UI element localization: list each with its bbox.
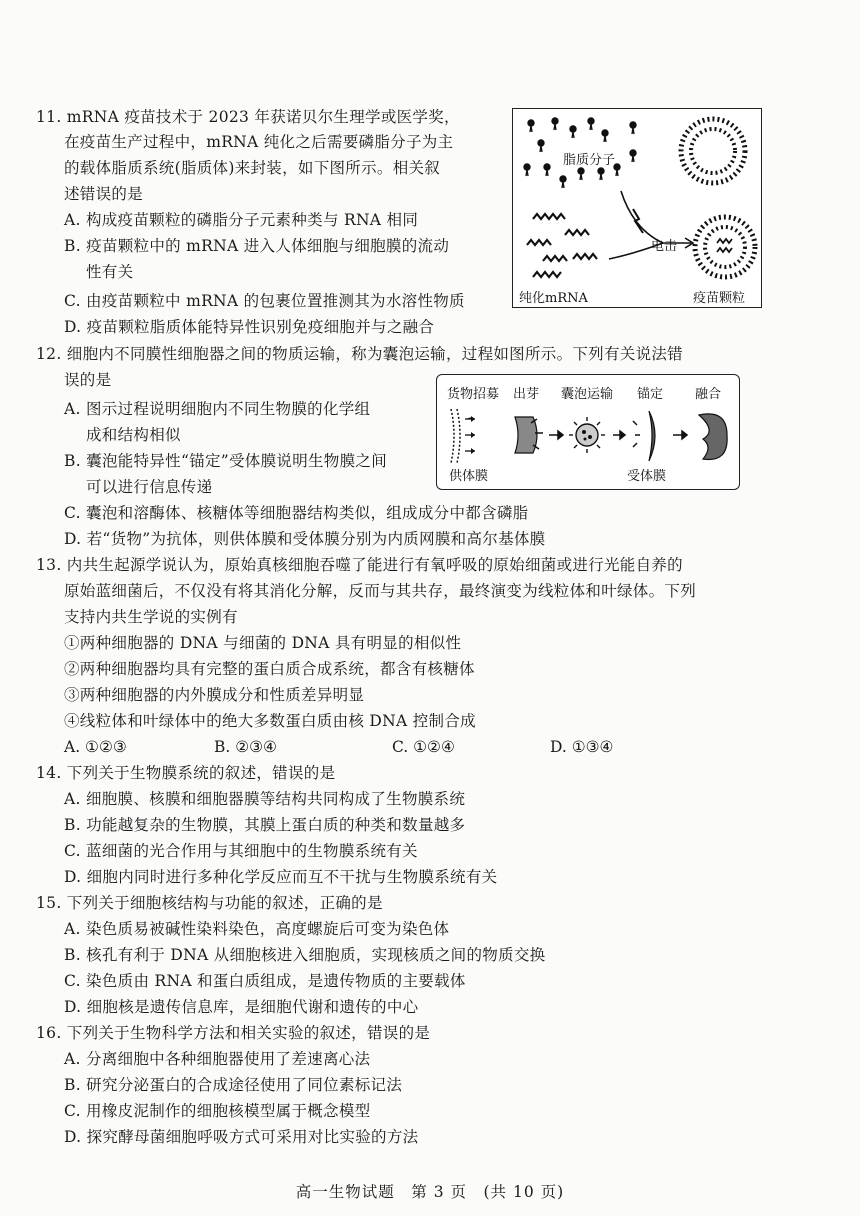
q13-item-4: ④线粒体和叶绿体中的绝大多数蛋白质由核 DNA 控制合成 xyxy=(64,712,476,730)
q12-option-c: C. 囊泡和溶酶体、核糖体等细胞器结构类似，组成成分中都含磷脂 xyxy=(64,504,529,522)
q16-option-c: C. 用橡皮泥制作的细胞核模型属于概念模型 xyxy=(64,1102,371,1120)
q15-option-c: C. 染色质由 RNA 和蛋白质组成，是遗传物质的主要载体 xyxy=(64,972,466,990)
q13-item-2: ②两种细胞器均具有完整的蛋白质合成系统，都含有核糖体 xyxy=(64,660,475,678)
q13-choice-b: B. ②③④ xyxy=(214,738,277,756)
vaccine-particle xyxy=(695,217,755,277)
q13-item-3: ③两种细胞器的内外膜成分和性质差异明显 xyxy=(64,686,365,704)
q12-stem-line-2: 误的是 xyxy=(64,371,112,389)
step-fusion: 融合 xyxy=(695,387,722,402)
step-budding: 出芽 xyxy=(513,387,540,402)
fusion-stage xyxy=(699,414,727,460)
q11-stem-line-4: 述错误的是 xyxy=(64,185,144,203)
q13-stem-line-2: 原始蓝细菌后，不仅没有将其消化分解，反而与其共存，最终演变为线粒体和叶绿体。下列 xyxy=(64,582,697,600)
q14-option-d: D. 细胞内同时进行多种化学反应而互不干扰与生物膜系统有关 xyxy=(64,868,498,886)
q14-stem: 14. 下列关于生物膜系统的叙述，错误的是 xyxy=(36,764,336,782)
vaccine-label: 疫苗颗粒 xyxy=(693,291,746,306)
mrna-strands xyxy=(527,214,597,277)
budding-stage xyxy=(515,417,563,453)
q15-stem: 15. 下列关于细胞核结构与功能的叙述，正确的是 xyxy=(36,894,383,912)
q15-option-d: D. 细胞核是遗传信息库，是细胞代谢和遗传的中心 xyxy=(64,998,419,1016)
page-footer: 高一生物试题 第 3 页 (共 10 页) xyxy=(295,1183,565,1201)
q13-choice-a: A. ①②③ xyxy=(64,738,127,756)
empty-liposome xyxy=(681,119,745,183)
lipid-label: 脂质分子 xyxy=(563,153,616,168)
q11-liposome-figure xyxy=(512,108,762,308)
q13-item-1: ①两种细胞器的 DNA 与细菌的 DNA 具有明显的相似性 xyxy=(64,634,462,652)
q12-vesicle-figure xyxy=(436,374,740,490)
lightning-icon xyxy=(633,209,643,233)
q14-option-a: A. 细胞膜、核膜和细胞器膜等结构共同构成了生物膜系统 xyxy=(64,790,466,808)
q11-option-a: A. 构成疫苗颗粒的磷脂分子元素种类与 RNA 相同 xyxy=(64,211,419,229)
q11-stem-line-3: 的载体脂质系统(脂质体)来封装，如下图所示。相关叙 xyxy=(64,159,441,177)
q12-option-d: D. 若“货物”为抗体，则供体膜和受体膜分别为内质网膜和高尔基体膜 xyxy=(64,530,546,548)
q13-choice-c: C. ①②④ xyxy=(392,738,455,756)
q16-option-b: B. 研究分泌蛋白的合成途径使用了同位素标记法 xyxy=(64,1076,403,1094)
step-cargo-recruitment: 货物招募 xyxy=(447,387,500,402)
q11-option-d: D. 疫苗颗粒脂质体能特异性识别免疫细胞并与之融合 xyxy=(64,318,435,336)
q15-option-a: A. 染色质易被碱性染料染色，高度螺旋后可变为染色体 xyxy=(64,920,450,938)
q15-option-b: B. 核孔有利于 DNA 从细胞核进入细胞质，实现核质之间的物质交换 xyxy=(64,946,546,964)
q13-stem-line-3: 支持内共生学说的实例有 xyxy=(64,608,238,626)
q11-stem-line-1: 11. mRNA 疫苗技术于 2023 年获诺贝尔生理学或医学奖， xyxy=(36,108,460,126)
q13-stem-line-1: 13. 内共生起源学说认为，原始真核细胞吞噬了能进行有氧呼吸的原始细菌或进行光能自养的 xyxy=(36,556,683,574)
q12-option-a-cont: 成和结构相似 xyxy=(86,426,181,444)
q11-stem-line-2: 在疫苗生产过程中，mRNA 纯化之后需要磷脂分子为主 xyxy=(64,133,454,151)
q16-option-a: A. 分离细胞中各种细胞器使用了差速离心法 xyxy=(64,1050,371,1068)
q16-option-d: D. 探究酵母菌细胞呼吸方式可采用对比实验的方法 xyxy=(64,1128,419,1146)
q13-choice-d: D. ①③④ xyxy=(550,738,614,756)
q11-option-b: B. 疫苗颗粒中的 mRNA 进入人体细胞与细胞膜的流动 xyxy=(64,237,450,255)
q12-option-b: B. 囊泡能特异性“锚定”受体膜说明生物膜之间 xyxy=(64,452,387,470)
step-anchoring: 锚定 xyxy=(637,387,664,402)
shock-label: 电击 xyxy=(651,239,678,254)
mrna-label: 纯化mRNA xyxy=(519,291,588,306)
q16-stem: 16. 下列关于生物科学方法和相关实验的叙述，错误的是 xyxy=(36,1024,431,1042)
vesicle-stage xyxy=(569,417,625,453)
receptor-membrane-label: 受体膜 xyxy=(627,469,667,484)
liposome-diagram xyxy=(513,109,761,307)
q14-option-b: B. 功能越复杂的生物膜，其膜上蛋白质的种类和数量越多 xyxy=(64,816,466,834)
q14-option-c: C. 蓝细菌的光合作用与其细胞中的生物膜系统有关 xyxy=(64,842,418,860)
q11-option-c: C. 由疫苗颗粒中 mRNA 的包裹位置推测其为水溶性物质 xyxy=(64,292,465,310)
donor-membrane-label: 供体膜 xyxy=(449,469,489,484)
q11-option-b-cont: 性有关 xyxy=(86,263,134,281)
anchoring-stage xyxy=(633,411,687,461)
donor-membrane xyxy=(451,409,475,463)
step-vesicle-transport: 囊泡运输 xyxy=(561,387,614,402)
q12-stem-line-1: 12. 细胞内不同膜性细胞器之间的物质运输，称为囊泡运输，过程如图所示。下列有关说法错 xyxy=(36,345,683,363)
q12-option-a: A. 图示过程说明细胞内不同生物膜的化学组 xyxy=(64,400,371,418)
q12-option-b-cont: 可以进行信息传递 xyxy=(86,478,213,496)
